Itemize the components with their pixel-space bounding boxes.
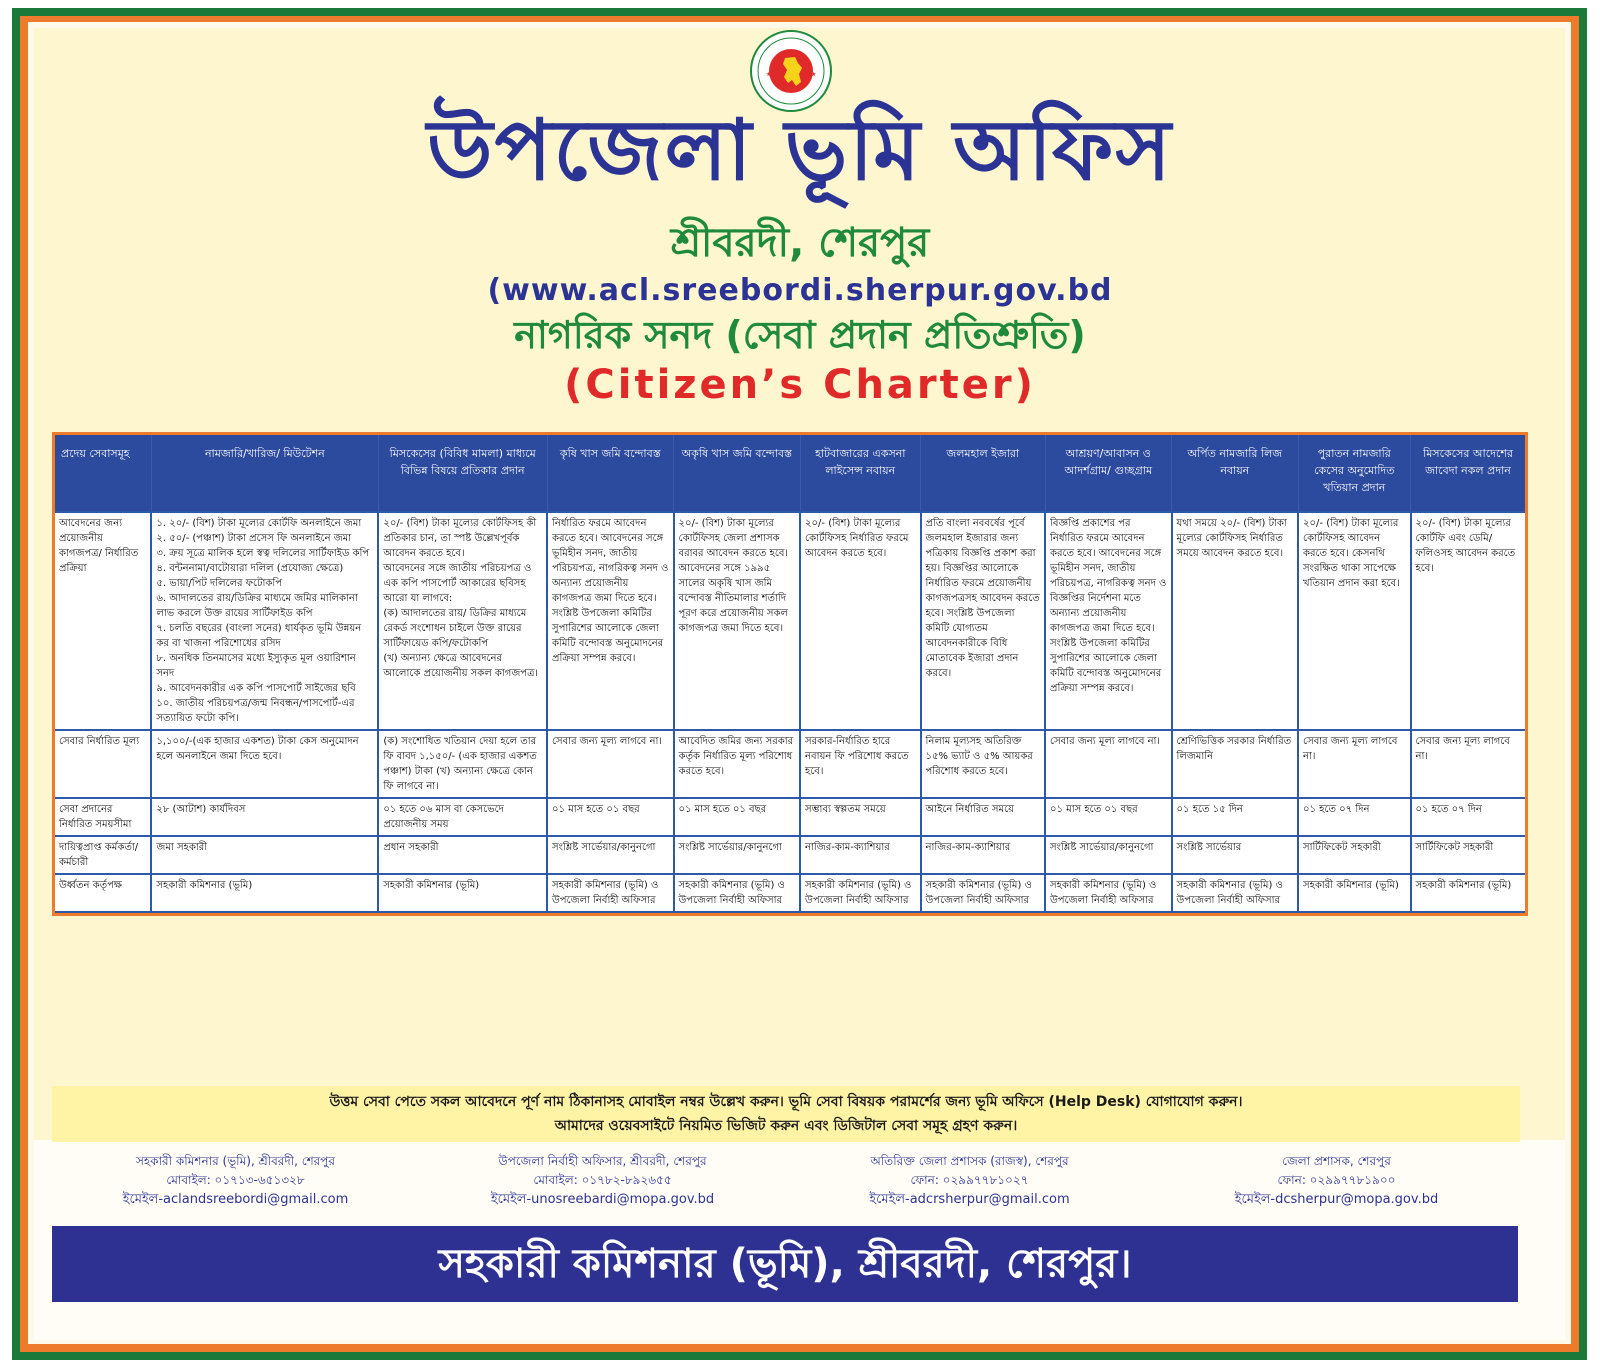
table-row-authority — [55, 874, 1525, 912]
row-label: উর্ধ্বতন কর্তৃপক্ষ — [55, 874, 151, 912]
location-subtitle: শ্রীবরদী, শেরপুর — [670, 220, 930, 266]
table-cell: ০১ হতে ১৫ দিন — [1172, 798, 1299, 836]
column-header: নামজারি/খারিজ/ মিউটেশন — [151, 435, 378, 512]
contact-email[interactable]: ইমেইল-aclandsreebordi@gmail.com — [122, 1192, 349, 1207]
contact-email[interactable]: ইমেইল-unosreebardi@mopa.gov.bd — [490, 1192, 715, 1207]
list-item: (খ) অন্যান্য ক্ষেত্রে আবেদনের আলোকে প্রয়োজনীয় সকল কাগজপত্র। — [383, 653, 538, 679]
citizen-charter-table — [52, 432, 1528, 916]
svg-text:★: ★ — [766, 71, 772, 78]
column-header: জলমহাল ইজারা — [921, 435, 1046, 512]
table-cell: সংশ্লিষ্ট সার্ভেয়ার/কানুনগো — [674, 836, 801, 874]
table-cell: আইনে নির্ধারিত সময়ে — [921, 798, 1046, 836]
table-cell: সহকারী কমিশনার (ভূমি) — [1298, 874, 1410, 912]
table-cell: সংশ্লিষ্ট সার্ভেয়ার/কানুনগো — [1045, 836, 1172, 874]
table-cell: ২০/- (বিশ) টাকা মূল্যের কোর্টফি এবং ডেমি/ফলিওসহ আবেদন করতে হবে। — [1411, 512, 1526, 730]
table-cell: সেবার জন্য মূল্য লাগবে না। — [1045, 730, 1172, 798]
table-cell: নিলাম মূল্যসহ অতিরিক্ত ১৫% ভ্যাট ও ৫% আয়কর পরিশোধ করতে হবে। — [921, 730, 1046, 798]
contact-office: সহকারী কমিশনার (ভূমি), শ্রীবরদী, শেরপুর — [135, 1154, 336, 1168]
table-cell: আবেদিত জমির জন্য সরকার কর্তৃক নির্ধারিত মূল্য পরিশোধ করতে হবে। — [674, 730, 801, 798]
charter-title-english: (Citizen’s Charter) — [564, 362, 1036, 408]
column-header: কৃষি খাস জমি বন্দোবস্ত — [547, 435, 674, 512]
row-label: দায়িত্বপ্রাপ্ত কর্মকর্তা/কর্মচারী — [55, 836, 151, 874]
table-cell: শ্রেণিভিত্তিক সরকার নির্ধারিত লিজমানি — [1172, 730, 1299, 798]
contact-list — [52, 1152, 1520, 1209]
notice-line: আমাদের ওয়েবসাইটে নিয়মিত ভিজিট করুন এবং ডিজিটাল সেবা সমূহ গ্রহণ করুন। — [554, 1118, 1018, 1134]
table-cell: সহকারী কমিশনার (ভূমি) ও উপজেলা নির্বাহী অফিসার — [800, 874, 920, 912]
row-label: সেবা প্রদানের নির্ধারিত সময়সীমা — [55, 798, 151, 836]
table-cell: সহকারী কমিশনার (ভূমি) — [378, 874, 547, 912]
contact-card — [428, 1152, 778, 1209]
table-cell: সহকারী কমিশনার (ভূমি) — [151, 874, 378, 912]
list-item: ৩. ক্রয় সূত্রে মালিক হলে স্বত্ব দলিলের সার্টিফাইড কপি — [156, 548, 370, 559]
table-cell: নির্ধারিত ফরমে আবেদন করতে হবে। আবেদনের সঙ্গে ভূমিহীন সনদ, জাতীয় পরিচয়পত্র, নাগরিকত্ব সনদ ও অন্যান্য প্রয়োজনীয় কাগজপত্র জমা দিতে হবে। সংশ্লিষ্ট উপজেলা কমিটির সুপারিশের আলোকে জেলা কমিটি বন্দোবস্ত অনুমোদনের প্রক্রিয়া সম্পন্ন করবে। — [547, 512, 674, 730]
list-item: ৪. বন্টননামা/বাটোয়ারা দলিল (প্রযোজ্য ক্ষেত্রে) — [156, 563, 344, 574]
list-item: ৫. ভায়া/পিট দলিলের ফটোকপি — [156, 578, 283, 589]
footer-banner: সহকারী কমিশনার (ভূমি), শ্রীবরদী, শেরপুর। — [52, 1226, 1518, 1302]
contact-email[interactable]: ইমেইল-dcsherpur@mopa.gov.bd — [1234, 1192, 1439, 1207]
table-cell: বিজ্ঞপ্তি প্রকাশের পর নির্ধারিত ফরমে আবেদন করতে হবে। আবেদনের সঙ্গে ভূমিহীন সনদ, জাতীয় পরিচয়পত্র, নাগরিকত্ব সনদ ও বিজ্ঞপ্তির নির্দেশনা মতে অন্যান্য প্রয়োজনীয় কাগজপত্র জমা দিতে হবে। সংশ্লিষ্ট উপজেলা কমিটির সুপারিশের আলোকে জেলা কমিটি বন্দোবস্ত অনুমোদনের প্রক্রিয়া সম্পন্ন করবে। — [1045, 512, 1172, 730]
table-row-time — [55, 798, 1525, 836]
contact-phone[interactable]: ফোন: ০২৯৯৭৭৮১৯০০ — [1277, 1173, 1396, 1187]
svg-text:★: ★ — [811, 71, 817, 78]
table-cell-mutation-documents — [151, 512, 378, 730]
table-cell: ১,১০০/-(এক হাজার একশত) টাকা কেস অনুমোদন হলে অনলাইনে জমা দিতে হবে। — [151, 730, 378, 798]
contact-card — [61, 1152, 411, 1209]
table-cell: সার্টিফিকেট সহকারী — [1298, 836, 1410, 874]
list-item: ১. ২০/- (বিশ) টাকা মূল্যের কোর্টফি অনলাইনে জমা — [156, 518, 362, 529]
table-cell: সহকারী কমিশনার (ভূমি) ও উপজেলা নির্বাহী অফিসার — [1172, 874, 1299, 912]
table-cell: ০১ হতে ০৬ মাস বা কেসভেদে প্রয়োজনীয় সময় — [378, 798, 547, 836]
table-row-documents — [55, 512, 1525, 730]
column-header: প্রদেয় সেবাসমূহ — [55, 435, 151, 512]
notice-line: উত্তম সেবা পেতে সকল আবেদনে পূর্ণ নাম ঠিকানাসহ মোবাইল নম্বর উল্লেখ করুন। ভূমি সেবা বিষয়ক পরামর্শের জন্য ভূমি অফিসে (Help Desk) যোগাযোগ করুন। — [329, 1094, 1243, 1110]
page-title: উপজেলা ভূমি অফিস — [427, 101, 1173, 199]
table-cell: সেবার জন্য মূল্য লাগবে না। — [1298, 730, 1410, 798]
paragraph: ২০/- (বিশ) টাকা মূল্যের কোর্টফিসহ কী প্রতিকার চান, তা স্পষ্ট উল্লেখপূর্বক আবেদন করতে হবে। — [383, 518, 537, 559]
table-row-officer — [55, 836, 1525, 874]
row-label: আবেদনের জন্য প্রয়োজনীয় কাগজপত্র/ নির্ধারিত প্রক্রিয়া — [55, 512, 151, 730]
table-cell: সহকারী কমিশনার (ভূমি) ও উপজেলা নির্বাহী অফিসার — [547, 874, 674, 912]
table-cell: নাজির-কাম-ক্যাশিয়ার — [921, 836, 1046, 874]
table-cell: সরকার-নির্ধারিত হারে নবায়ন ফি পরিশোধ করতে হবে। — [800, 730, 920, 798]
list-item: ৮. অনধিক তিনমাসের মধ্যে ইস্যুকৃত মূল ওয়ারিশান সনদ — [156, 653, 356, 679]
table-row-fee — [55, 730, 1525, 798]
table-cell: প্রতি বাংলা নববর্ষের পূর্বে জলমহাল ইজারার জন্য পত্রিকায় বিজ্ঞপ্তি প্রকাশ করা হয়। বিজ্ঞপ্তির আলোকে নির্ধারিত ফরমে প্রয়োজনীয় কাগজপত্রসহ আবেদন করতে হবে। সংশ্লিষ্ট উপজেলা কমিটি যোগ্যতম আবেদনকারীকে বিধি মোতাবেক ইজারা প্রদান করবে। — [921, 512, 1046, 730]
table-cell: (ক) সংশোধিত খতিয়ান দেয়া হলে তার ফি বাবদ ১,১৫০/- (এক হাজার একশত পঞ্চাশ) টাকা (খ) অন্যান্য ক্ষেত্রে কোন ফি লাগবে না। — [378, 730, 547, 798]
column-header: হাটবাজারের একসনা লাইসেন্স নবায়ন — [800, 435, 920, 512]
table-cell: সহকারী কমিশনার (ভূমি) ও উপজেলা নির্বাহী অফিসার — [674, 874, 801, 912]
column-header: মিসকেসের (বিবিধ মামলা) মাধ্যমে বিভিন্ন বিষয়ে প্রতিকার প্রদান — [378, 435, 547, 512]
list-item: ৯. আবেদনকারীর এক কপি পাসপোর্ট সাইজের ছবি — [156, 683, 356, 694]
table-cell: প্রধান সহকারী — [378, 836, 547, 874]
contact-phone[interactable]: মোবাইল: ০১৭১৩-৬৫১৩২৮ — [166, 1173, 305, 1187]
table-cell: সংশ্লিষ্ট সার্ভেয়ার — [1172, 836, 1299, 874]
table-cell: সার্টিফিকেট সহকারী — [1411, 836, 1526, 874]
list-item: ৬. আদালতের রায়/ডিক্রির মাধ্যমে জমির মালিকানা লাভ করলে উক্ত রায়ের সার্টিফাইড কপি — [156, 593, 358, 619]
row-label: সেবার নির্ধারিত মূল্য — [55, 730, 151, 798]
table-cell: যথা সময়ে ২০/- (বিশ) টাকা মূল্যের কোর্টফিসহ নির্ধারিত সময়ে আবেদন করতে হবে। — [1172, 512, 1299, 730]
list-item: ৭. চলতি বছরের (বাংলা সনের) ধার্যকৃত ভূমি উন্নয়ন কর বা খাজনা পরিশোধের রসিদ — [156, 623, 362, 649]
contact-phone[interactable]: মোবাইল: ০১৭৮২-৮৯২৬৫৫ — [533, 1173, 672, 1187]
contact-office: উপজেলা নির্বাহী অফিসার, শ্রীবরদী, শেরপুর — [498, 1154, 707, 1168]
table-cell: সংশ্লিষ্ট সার্ভেয়ার/কানুনগো — [547, 836, 674, 874]
table-cell: সেবার জন্য মূল্য লাগবে না। — [1411, 730, 1526, 798]
table-cell: ০১ মাস হতে ০১ বছর — [547, 798, 674, 836]
table-cell: ০১ মাস হতে ০১ বছর — [1045, 798, 1172, 836]
contact-phone[interactable]: ফোন: ০২৯৯৭৭৮১০২৭ — [910, 1173, 1029, 1187]
table-cell: ০১ মাস হতে ০১ বছর — [674, 798, 801, 836]
table-cell: ০১ হতে ০৭ দিন — [1411, 798, 1526, 836]
contact-email[interactable]: ইমেইল-adcrsherpur@gmail.com — [869, 1192, 1070, 1207]
list-item: ২. ৫০/- (পঞ্চাশ) টাকা প্রসেস ফি অনলাইনে জমা — [156, 533, 352, 544]
column-header: অকৃষি খাস জমি বন্দোবস্ত — [674, 435, 801, 512]
table-cell: ২৮ (আটাশ) কার্যদিবস — [151, 798, 378, 836]
contact-card — [1162, 1152, 1512, 1209]
column-header: পুরাতন নামজারি কেসের অনুমোদিত খতিয়ান প্রদান — [1298, 435, 1410, 512]
table-cell: নাজির-কাম-ক্যাশিয়ার — [800, 836, 920, 874]
table-cell: ২০/- (বিশ) টাকা মূল্যের কোর্টফিসহ নির্ধারিত ফরমে আবেদন করতে হবে। — [800, 512, 920, 730]
table-cell: সহকারী কমিশনার (ভূমি) — [1411, 874, 1526, 912]
column-header: অর্পিত নামজারি লিজ নবায়ন — [1172, 435, 1299, 512]
table-cell: ০১ হতে ০৭ দিন — [1298, 798, 1410, 836]
charter-title-bengali: নাগরিক সনদ (সেবা প্রদান প্রতিশ্রুতি) — [514, 313, 1086, 357]
list-item: (ক) আদালতের রায়/ ডিক্রির মাধ্যমে রেকর্ড সংশোধন চাইলে উক্ত রায়ের সার্টিফায়েড কপি/ফটোকপি — [383, 608, 527, 649]
contact-card — [795, 1152, 1145, 1209]
list-item: ১০. জাতীয় পরিচয়পত্র/জন্ম নিবন্ধন/পাসপোর্ট-এর সত্যায়িত ফটো কপি। — [156, 698, 355, 724]
table-cell: ২০/- (বিশ) টাকা মূল্যের কোর্টফিসহ আবেদন করতে হবে। কেসনথি সংরক্ষিত থাকা সাপেক্ষে খতিয়ান প্রদান করা হবে। — [1298, 512, 1410, 730]
contact-office: অতিরিক্ত জেলা প্রশাসক (রাজস্ব), শেরপুর — [870, 1154, 1069, 1168]
website-link[interactable]: (www.acl.sreebordi.sherpur.gov.bd — [487, 273, 1113, 308]
table-cell: সেবার জন্য মূল্য লাগবে না। — [547, 730, 674, 798]
paragraph: আবেদনের সঙ্গে জাতীয় পরিচয়পত্র ও এক কপি পাসপোর্ট আকারের ছবিসহ আরো যা লাগবে: — [383, 563, 532, 604]
table-header-row — [55, 435, 1525, 512]
table-cell: জমা সহকারী — [151, 836, 378, 874]
column-header: আশ্রয়ণ/আবাসন ও আদর্শগ্রাম/ গুচ্ছগ্রাম — [1045, 435, 1172, 512]
table-cell: সহকারী কমিশনার (ভূমি) ও উপজেলা নির্বাহী অফিসার — [921, 874, 1046, 912]
table-cell-misc-case-documents — [378, 512, 547, 730]
notice-banner — [52, 1086, 1520, 1142]
contact-office: জেলা প্রশাসক, শেরপুর — [1282, 1154, 1391, 1168]
column-header: মিসকেসের আদেশের জাবেদা নকল প্রদান — [1411, 435, 1526, 512]
table-cell: সহকারী কমিশনার (ভূমি) ও উপজেলা নির্বাহী অফিসার — [1045, 874, 1172, 912]
table-cell: ২০/- (বিশ) টাকা মূল্যের কোর্টফিসহ জেলা প্রশাসক বরাবর আবেদন করতে হবে। আবেদনের সঙ্গে ১৯৯৫ সালের অকৃষি খাস জমি বন্দোবস্ত নীতিমালার শর্তাদি পূরণ করে প্রয়োজনীয় সকল কাগজপত্র জমা দিতে হবে। — [674, 512, 801, 730]
table-cell: সম্ভাব্য স্বল্পতম সময়ে — [800, 798, 920, 836]
